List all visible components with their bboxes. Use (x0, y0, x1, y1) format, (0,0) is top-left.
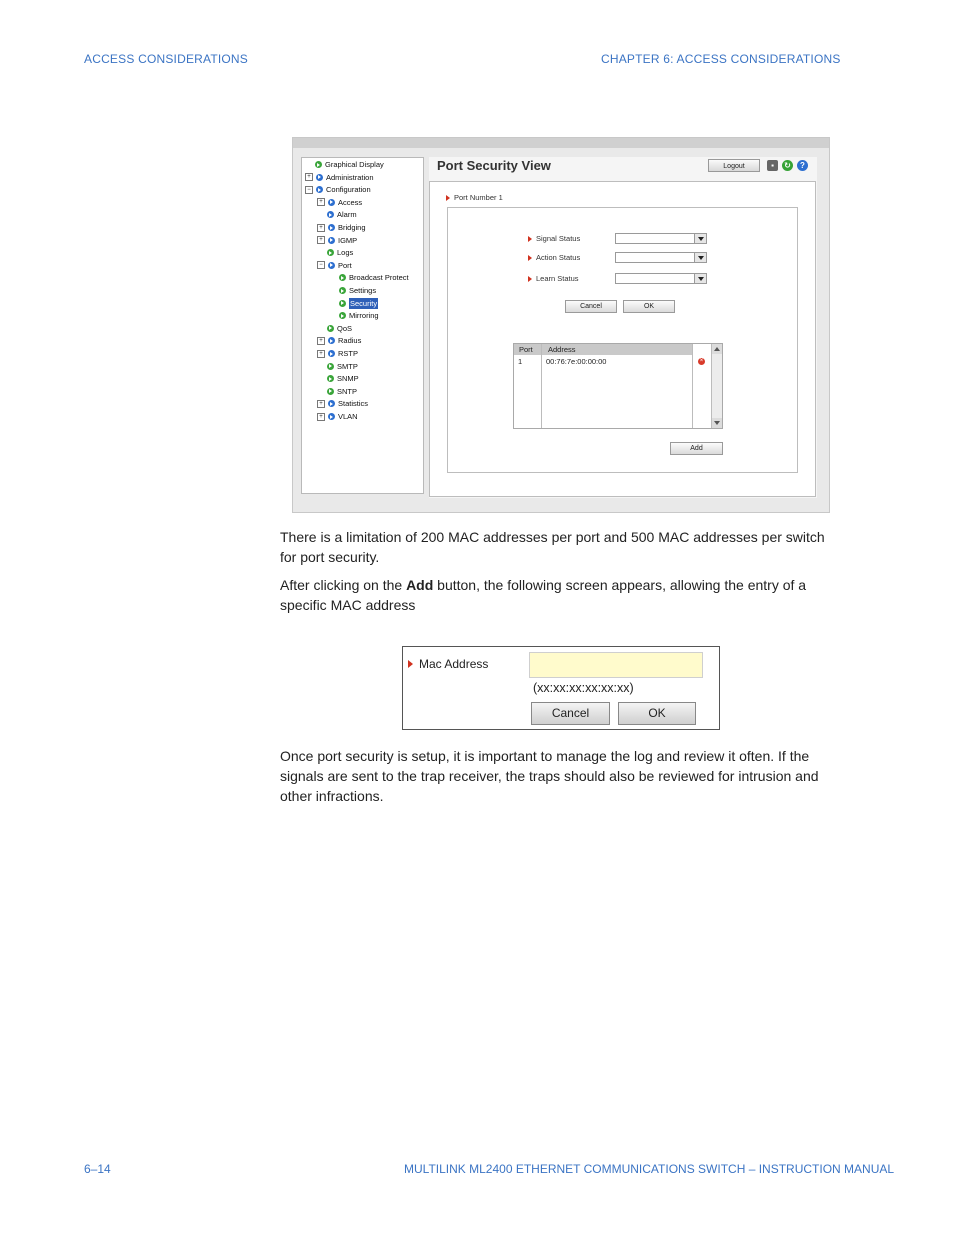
paragraph-log-review: Once port security is setup, it is important to manage the log and review it often. If the signals are sent to the trap receiver, the traps should also be reviewed for intrusion and other infractions. (280, 748, 819, 804)
column-divider (692, 344, 693, 428)
node-icon (339, 300, 346, 307)
node-icon (327, 211, 334, 218)
scroll-up-icon[interactable] (712, 344, 722, 354)
delete-icon[interactable]: × (699, 358, 704, 364)
tree-item-label: Radius (338, 336, 362, 346)
tree-item[interactable] (317, 398, 368, 409)
tree-item[interactable] (317, 348, 358, 359)
node-icon (339, 312, 346, 319)
tree-item-label: Graphical Display (325, 160, 384, 169)
tree-item[interactable] (317, 222, 366, 233)
node-icon (339, 287, 346, 294)
tree-item[interactable] (327, 373, 359, 384)
table-scrollbar[interactable] (711, 344, 722, 428)
node-icon (316, 186, 323, 193)
port-settings-box (429, 181, 816, 497)
tree-item-label: RSTP (338, 349, 359, 358)
tree-item-label: SMTP (337, 361, 358, 371)
tree-item-label: Security (350, 298, 378, 308)
node-icon (328, 337, 335, 344)
add-button[interactable]: Add (670, 442, 723, 455)
cell-address: 00:76:7e:00:00:00 (546, 357, 607, 366)
node-icon (327, 249, 334, 256)
dropdown-arrow-icon (694, 253, 706, 262)
tree-item-label: Logs (337, 248, 354, 258)
mac-address-label (408, 657, 488, 671)
tree-item[interactable] (315, 159, 384, 170)
tree-item[interactable] (339, 298, 378, 309)
tree-item[interactable] (327, 209, 357, 220)
node-icon (327, 363, 334, 370)
node-icon (328, 237, 335, 244)
tree-item[interactable] (339, 310, 379, 321)
node-icon (328, 400, 335, 407)
tree-item-label: Configuration (326, 185, 371, 195)
node-icon (328, 262, 335, 269)
tree-item[interactable] (327, 386, 357, 397)
para2-bold: Add (406, 577, 434, 593)
tree-item[interactable] (327, 323, 352, 334)
mac-address-table (513, 343, 723, 429)
tree-item-label: IGMP (338, 235, 358, 245)
tree-item-label: SNMP (337, 374, 359, 384)
node-icon (315, 161, 322, 168)
tree-item-label: Bridging (338, 223, 366, 232)
dropdown-arrow-icon (694, 274, 706, 283)
help-icon[interactable]: ? (797, 160, 808, 171)
tree-item[interactable] (339, 272, 409, 283)
tree-item-label: Settings (349, 286, 377, 295)
port-security-screenshot (292, 137, 830, 513)
expand-icon[interactable]: + (317, 198, 325, 206)
tree-item-label: VLAN (338, 412, 358, 421)
signal-status-label: Signal Status (536, 234, 581, 243)
learn-status-label: Learn Status (536, 274, 579, 283)
port-number-text: Port Number 1 (454, 193, 503, 202)
logout-button[interactable]: Logout (708, 159, 760, 172)
tree-item[interactable] (305, 184, 371, 195)
action-status-select[interactable] (615, 252, 707, 263)
para2-before: After clicking on the (280, 577, 407, 593)
para2-after: button, the following screen appears, allowing the entry of a specific MAC address (280, 577, 807, 613)
node-icon (328, 199, 335, 206)
tree-item-label: Alarm (337, 210, 357, 220)
tree-item-label: Administration (326, 172, 374, 182)
collapse-icon[interactable]: − (317, 261, 325, 269)
running-header-right: CHAPTER 6: ACCESS CONSIDERATIONS (601, 52, 841, 66)
expand-icon[interactable]: + (305, 173, 313, 181)
main-panel (429, 157, 817, 498)
refresh-icon[interactable]: ↻ (782, 160, 793, 171)
node-icon (339, 274, 346, 281)
arrow-icon (408, 660, 413, 668)
tree-item-label: Access (338, 197, 363, 207)
arrow-icon (528, 276, 532, 282)
learn-status-select[interactable] (615, 273, 707, 284)
tree-item-label: Broadcast Protect (349, 273, 409, 283)
tree-item[interactable] (317, 235, 357, 246)
ok-button[interactable]: OK (618, 702, 696, 725)
port-number-label (446, 193, 503, 202)
window-top-band (293, 138, 829, 148)
expand-icon[interactable]: + (317, 350, 325, 358)
paragraph-add-instructions (280, 575, 842, 615)
expand-icon[interactable]: + (317, 236, 325, 244)
tree-item[interactable] (317, 260, 352, 271)
node-icon (327, 325, 334, 332)
learn-status-row (528, 274, 616, 283)
node-icon (327, 388, 334, 395)
mac-address-screenshot (402, 646, 720, 730)
tree-item[interactable] (317, 411, 358, 422)
tree-item-label: Mirroring (349, 311, 379, 321)
tree-item-label: QoS (337, 323, 353, 333)
action-status-row (528, 253, 616, 262)
save-icon[interactable]: ▪ (767, 160, 778, 171)
arrow-icon (446, 195, 450, 201)
tree-item[interactable] (317, 197, 362, 208)
column-header-address: Address (548, 345, 576, 354)
running-footer-title: MULTILINK ML2400 ETHERNET COMMUNICATIONS SWITCH – INSTRUCTION MANUAL (404, 1162, 895, 1176)
node-icon (316, 174, 323, 181)
tree-item-label: Port (338, 260, 352, 270)
navigation-tree (301, 157, 424, 494)
node-icon (328, 350, 335, 357)
cell-port: 1 (518, 357, 523, 366)
mac-address-input[interactable] (529, 652, 703, 678)
dropdown-arrow-icon (694, 234, 706, 243)
cancel-button[interactable]: Cancel (531, 702, 610, 725)
signal-status-row (528, 234, 616, 243)
expand-icon[interactable]: + (317, 413, 325, 421)
port-status-box (447, 207, 798, 473)
page-number: 6–14 (84, 1162, 111, 1176)
tree-item[interactable] (317, 335, 361, 346)
arrow-icon (528, 255, 532, 261)
tree-item[interactable] (305, 172, 374, 183)
ok-button[interactable]: OK (623, 300, 675, 313)
tree-item[interactable] (339, 285, 376, 296)
cancel-button[interactable]: Cancel (565, 300, 617, 313)
tree-item[interactable] (327, 247, 353, 258)
node-icon (328, 224, 335, 231)
column-header-port: Port (519, 345, 533, 354)
tree-item[interactable] (327, 361, 358, 372)
tree-item-label: SNTP (337, 386, 358, 396)
running-header-left: ACCESS CONSIDERATIONS (84, 52, 249, 66)
tree-item-label: Statistics (338, 399, 369, 409)
node-icon (328, 413, 335, 420)
mac-address-label-text: Mac Address (419, 657, 489, 671)
arrow-icon (528, 236, 532, 242)
action-status-label: Action Status (536, 253, 581, 262)
table-row[interactable] (514, 356, 692, 367)
expand-icon[interactable]: + (317, 224, 325, 232)
panel-title: Port Security View (437, 158, 551, 173)
node-icon (327, 375, 334, 382)
expand-icon[interactable]: + (317, 337, 325, 345)
scroll-down-icon[interactable] (712, 418, 722, 428)
paragraph-limitation: There is a limitation of 200 MAC addresses per port and 500 MAC addresses per switch for port security. (280, 529, 825, 565)
expand-icon[interactable]: + (317, 400, 325, 408)
signal-status-select[interactable] (615, 233, 707, 244)
collapse-icon[interactable]: − (305, 186, 313, 194)
mac-address-format-hint: (xx:xx:xx:xx:xx:xx) (533, 681, 634, 695)
